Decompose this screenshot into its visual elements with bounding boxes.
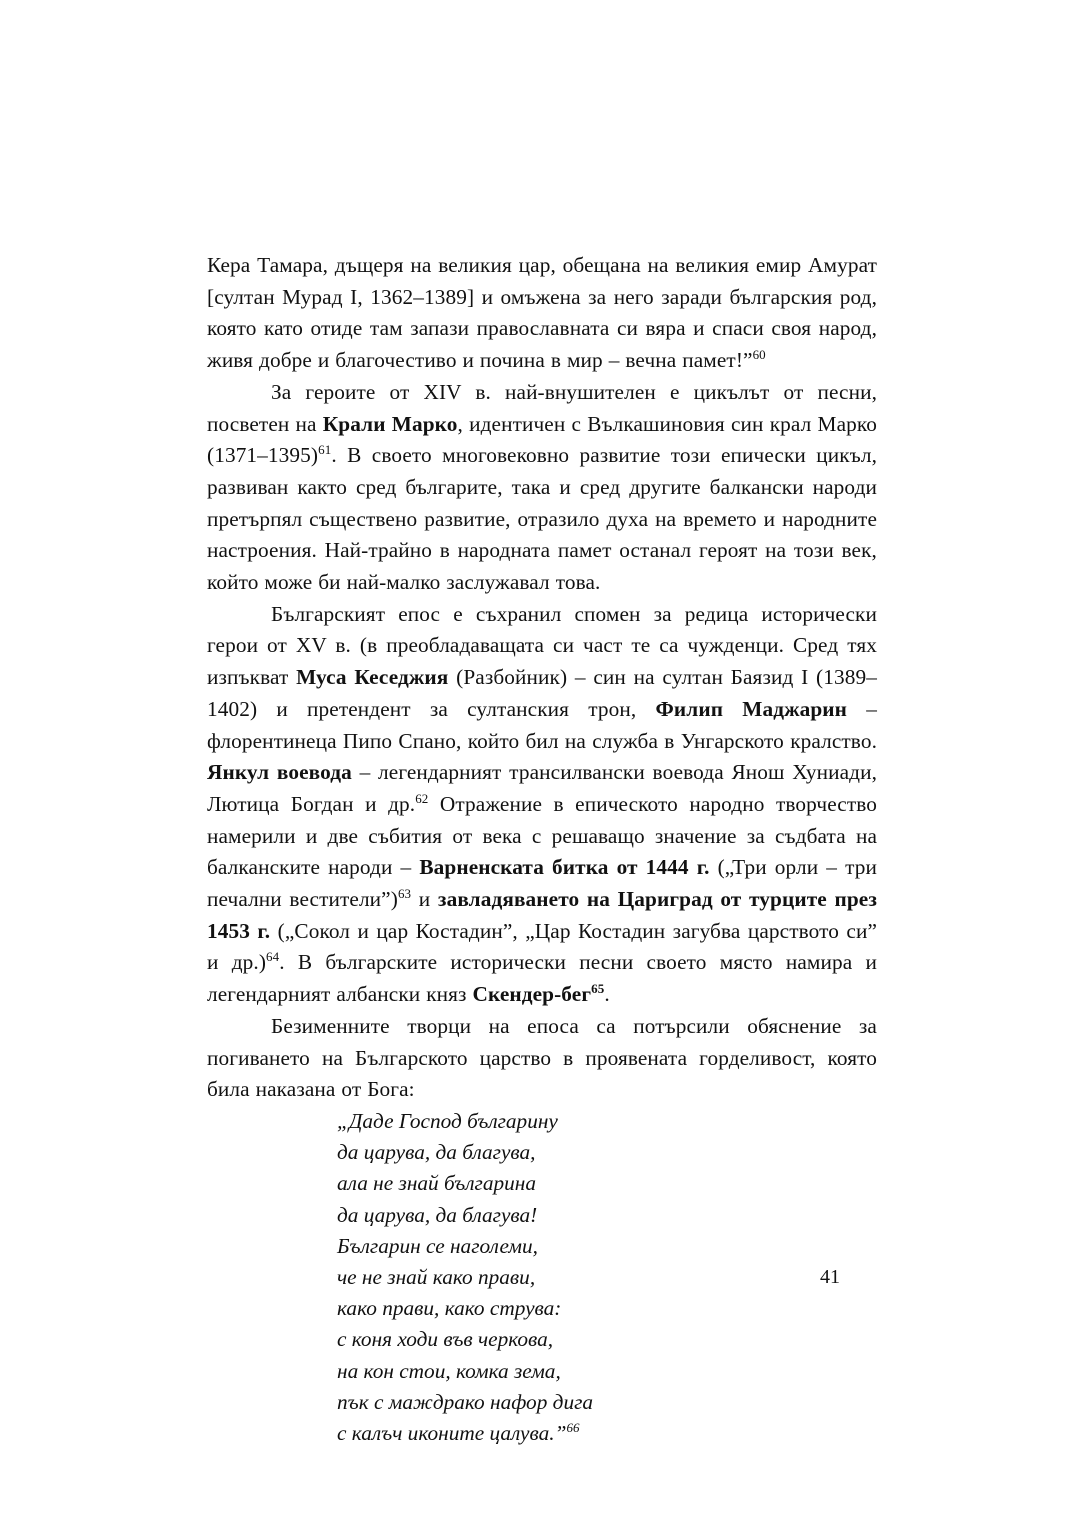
poem-line: да царува, да благува! bbox=[337, 1202, 538, 1227]
paragraph: Българският епос е съхранил спомен за редица исторически герои от XV в. (в преобладаващата си част те са чужденци. Сред тях изпъкват Муса Кеседжия (Разбойник) – син на султан Баязид I (1389–1402) и претендент за султанския трон, Филип Маджарин – флорентинеца Пипо Спано, който бил на служба в Унгарското кралство. Янкул воевода – легендарният трансилвански воевода Янош Хуниади, Лютица Богдан и др.$^{62}$ Отражение в епическото народно творчество намерили и две събития от века с решаващо значение за съдбата на балканските народи – Варненската битка от 1444 г. („Три орли – три печални вестители”)$^{63}$ и завладяването на Цариград от турците през 1453 г. („Сокол и цар Костадин”, „Цар Костадин загубва царството си” и др.)$^{64}$. В българските исторически песни своето място намира и легендарният албански княз Скендер-бег$^{65}$. bbox=[207, 601, 877, 1007]
poem-line: ала не знай българина bbox=[337, 1171, 536, 1196]
footnote-ref: 65 bbox=[591, 981, 605, 997]
poem-line: че не знай како прави, bbox=[337, 1265, 536, 1289]
footnote-ref: 62 bbox=[415, 790, 429, 806]
poem-line: Българин се наголеми, bbox=[337, 1233, 538, 1258]
page-number: 41 bbox=[820, 1266, 840, 1288]
poem-line: с коня ходи във черкова, bbox=[337, 1327, 554, 1352]
footnote-ref: 60 bbox=[752, 347, 766, 363]
poem-line: како прави, како струва: bbox=[337, 1296, 562, 1321]
text-column bbox=[207, 250, 877, 1449]
footnote-ref: 66 bbox=[566, 1419, 580, 1435]
poem-line: да царува, да благува, bbox=[337, 1140, 536, 1165]
paragraph: Кера Тамара, дъщеря на великия цар, обещана на великия емир Амурат [султан Мурад I, 1362–1389] и омъжена за него заради българския род, която като отиде там запази православната си вяра и спаси своя народ, живя добре и благочестиво и почина в мир – вечна памет!”$^{60}$ bbox=[207, 253, 877, 373]
poem-line: на кон стои, комка зема, bbox=[337, 1358, 561, 1383]
poem-block bbox=[337, 1106, 877, 1449]
paragraph: Безименните творци на епоса са потърсили обяснение за погиването на Българското царство в проявената горделивост, която била наказана от Бога: bbox=[207, 1013, 877, 1102]
footnote-ref: 63 bbox=[397, 885, 412, 901]
paragraphs-container bbox=[207, 250, 877, 1106]
paragraph: За героите от XIV в. най-внушителен е цикълът от песни, посветен на Крали Марко, идентичен с Вълкашиновия син крал Марко (1371–1395)$^{61}$. В своето многовековно развитие този епически цикъл, развиван както сред българите, така и сред другите балкански народи претърпял съществено развитие, отразило духа на времето и народните настроения. Най-трайно в народната памет останал героят на този век, който може би най-малко заслужавал това. bbox=[207, 379, 877, 595]
poem-line: пък с маждрако нафор дига bbox=[337, 1389, 594, 1414]
poem-line: с калъч иконите цалува.”$^{66}$ bbox=[337, 1419, 580, 1446]
footnote-ref: 64 bbox=[266, 949, 280, 965]
poem-line: „Даде Господ българину bbox=[337, 1108, 558, 1133]
footnote-ref: 61 bbox=[318, 442, 332, 458]
